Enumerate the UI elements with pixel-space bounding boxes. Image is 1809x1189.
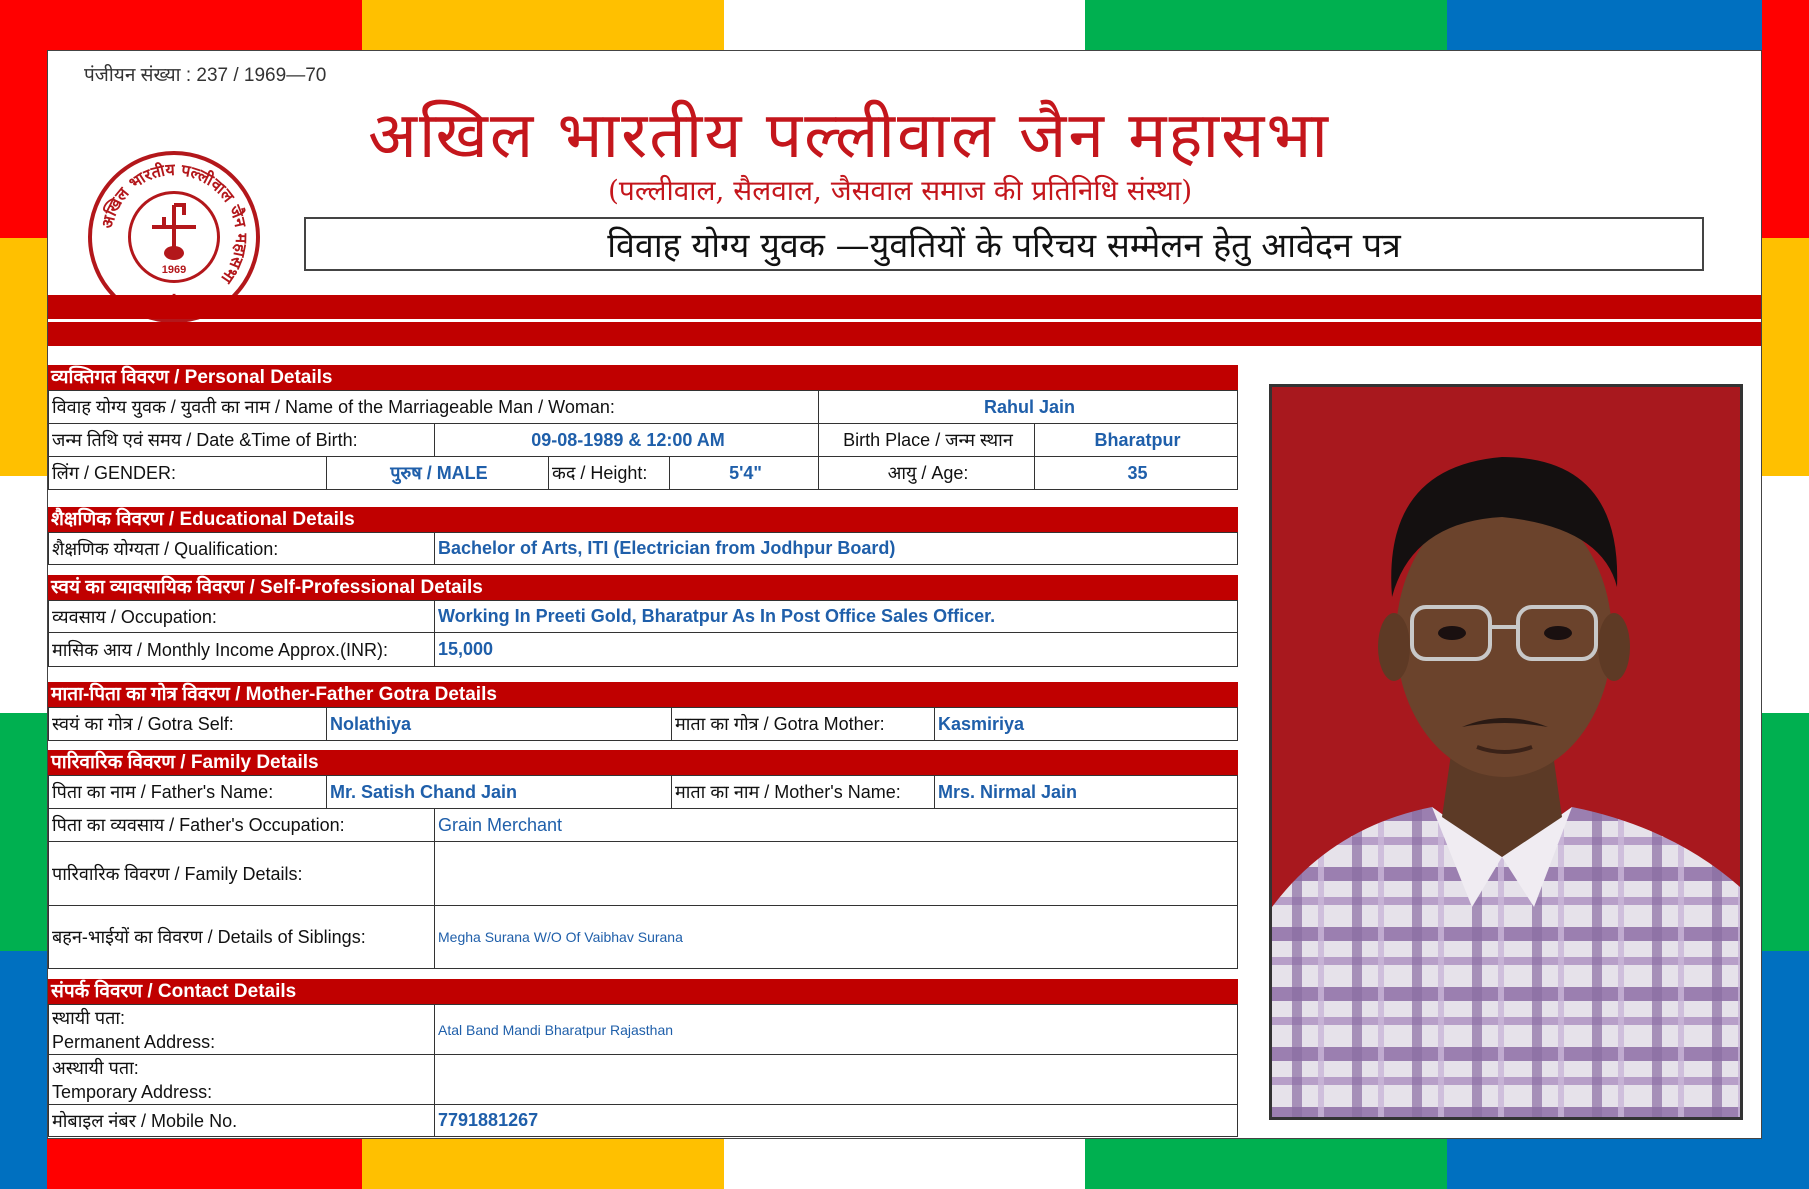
section-heading-professional: स्वयं का व्यावसायिक विवरण / Self-Professional Details [48, 575, 1238, 600]
table-row [48, 1105, 1238, 1137]
border-stripe [1447, 0, 1809, 50]
father-name-value: Mr. Satish Chand Jain [327, 776, 672, 808]
gotra-self-label: स्वयं का गोत्र / Gotra Self: [49, 708, 327, 740]
dob-label: जन्म तिथि एवं समय / Date &Time of Birth: [49, 424, 435, 456]
svg-text:1969: 1969 [161, 264, 187, 276]
gotra-mother-label: माता का गोत्र / Gotra Mother: [672, 708, 935, 740]
temporary-address-label-hindi: अस्थायी पता: [52, 1057, 139, 1078]
siblings-value: Megha Surana W/O Of Vaibhav Surana [438, 929, 683, 945]
table-row [48, 809, 1238, 842]
temporary-address-value [435, 1055, 1237, 1104]
form-title: विवाह योग्य युवक —युवतियों के परिचय सम्मेलन हेतु आवेदन पत्र [304, 217, 1704, 271]
border-stripe [362, 0, 724, 50]
income-value: 15,000 [438, 639, 494, 659]
border-stripe [0, 0, 47, 238]
border-stripe [1085, 0, 1447, 50]
divider-bar [48, 295, 1761, 319]
biodata-card [47, 50, 1762, 1139]
section-heading-education: शैक्षणिक विवरण / Educational Details [48, 507, 1238, 532]
age-value: 35 [1127, 462, 1148, 483]
table-row [48, 633, 1238, 667]
border-stripe [1762, 238, 1809, 476]
border-left [0, 0, 47, 1189]
organization-subtitle: (पल्लीवाल, सैलवाल, जैसवाल समाज की प्रतिनिधि संस्था) [608, 174, 1193, 207]
border-stripe [0, 476, 47, 714]
table-row [48, 1055, 1238, 1105]
border-stripe [724, 0, 1086, 50]
family-details-value [435, 842, 1237, 905]
temporary-address-label [49, 1055, 435, 1104]
occupation-value: Working In Preeti Gold, Bharatpur As In Post Office Sales Officer. [438, 606, 996, 626]
table-row [48, 906, 1238, 969]
table-row [48, 457, 1238, 490]
mobile-value: 7791881267 [438, 1110, 539, 1130]
border-stripe [1762, 713, 1809, 951]
occupation-label: व्यवसाय / Occupation: [49, 601, 435, 632]
border-stripe [1447, 1139, 1809, 1189]
dob-value: 09-08-1989 & 12:00 AM [435, 424, 819, 456]
border-stripe [1085, 1139, 1447, 1189]
qualification-value: Bachelor of Arts, ITI (Electrician from Jodhpur Board) [438, 538, 896, 558]
table-row [48, 600, 1238, 633]
table-row [48, 1004, 1238, 1055]
income-label: मासिक आय / Monthly Income Approx.(INR): [49, 633, 435, 666]
height-label: कद / Height: [549, 457, 670, 489]
border-stripe [724, 1139, 1086, 1189]
svg-text:अखिल भारतीय पल्लीवाल जैन महासभ: अखिल भारतीय पल्लीवाल जैन महासभा [97, 159, 252, 287]
table-row [48, 707, 1238, 741]
mobile-label: मोबाइल नंबर / Mobile No. [49, 1105, 435, 1136]
permanent-address-value: Atal Band Mandi Bharatpur Rajasthan [438, 1021, 674, 1038]
table-row [48, 842, 1238, 906]
name-value: Rahul Jain [983, 396, 1076, 417]
section-heading-contact: संपर्क विवरण / Contact Details [48, 979, 1238, 1004]
permanent-address-label-hindi: स्थायी पता: [52, 1007, 126, 1028]
mother-name-label: माता का नाम / Mother's Name: [672, 776, 935, 808]
gender-value: पुरुष / MALE [327, 457, 549, 489]
registration-number: पंजीयन संख्या : 237 / 1969—70 [84, 65, 327, 86]
portrait-photo-icon [1269, 384, 1743, 1120]
border-stripe [1762, 0, 1809, 238]
border-right [1762, 0, 1809, 1189]
border-stripe [362, 1139, 724, 1189]
table-row [48, 424, 1238, 457]
section-heading-gotra: माता-पिता का गोत्र विवरण / Mother-Father Gotra Details [48, 682, 1238, 707]
qualification-label: शैक्षणिक योग्यता / Qualification: [49, 533, 435, 564]
height-value: 5'4" [670, 457, 819, 489]
father-name-label: पिता का नाम / Father's Name: [49, 776, 327, 808]
mother-name-value: Mrs. Nirmal Jain [938, 781, 1078, 802]
father-occupation-label: पिता का व्यवसाय / Father's Occupation: [49, 809, 435, 841]
border-stripe [0, 0, 362, 50]
border-stripe [1762, 951, 1809, 1189]
divider-bar [48, 322, 1761, 346]
table-row [48, 390, 1238, 424]
jain-swastika-emblem-icon [128, 191, 220, 283]
border-stripe [0, 951, 47, 1189]
birthplace-label: Birth Place / जन्म स्थान [819, 424, 1035, 456]
age-label: आयु / Age: [819, 457, 1035, 489]
permanent-address-label-english: Permanent Address: [52, 1031, 216, 1052]
organization-title: अखिल भारतीय पल्लीवाल जैन महासभा [368, 99, 1330, 173]
border-stripe [0, 238, 47, 476]
gotra-mother-value: Kasmiriya [938, 713, 1025, 734]
temporary-address-label-english: Temporary Address: [52, 1081, 213, 1102]
table-row [48, 775, 1238, 809]
father-occupation-value: Grain Merchant [438, 814, 563, 835]
border-stripe [0, 1139, 362, 1189]
section-heading-family: पारिवारिक विवरण / Family Details [48, 750, 1238, 775]
border-stripe [0, 713, 47, 951]
table-row [48, 532, 1238, 565]
siblings-label: बहन-भाईयों का विवरण / Details of Siblings: [49, 906, 435, 968]
gender-label: लिंग / GENDER: [49, 457, 327, 489]
name-label: विवाह योग्य युवक / युवती का नाम / Name of the Marriageable Man / Woman: [49, 391, 819, 423]
permanent-address-label [49, 1005, 435, 1054]
border-bottom [0, 1139, 1809, 1189]
birthplace-value: Bharatpur [1094, 429, 1181, 450]
border-top [0, 0, 1809, 50]
gotra-self-value: Nolathiya [327, 708, 672, 740]
section-heading-personal: व्यक्तिगत विवरण / Personal Details [48, 365, 1238, 390]
border-stripe [1762, 476, 1809, 714]
family-details-label: पारिवारिक विवरण / Family Details: [49, 842, 435, 905]
